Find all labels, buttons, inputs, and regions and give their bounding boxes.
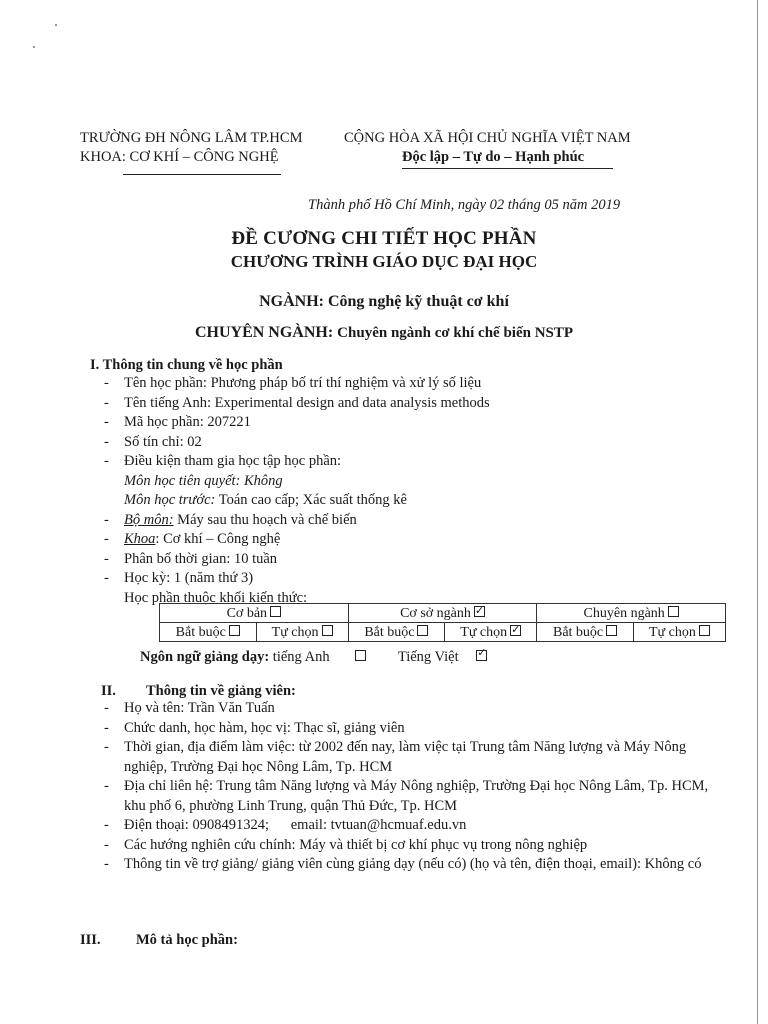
- scan-speck: [55, 24, 57, 26]
- checkbox-icon: [417, 625, 428, 636]
- checked-box-icon: [474, 606, 485, 617]
- table-cell: Bắt buộc: [348, 623, 445, 642]
- list-item: - Các hướng nghiên cứu chính: Máy và thiết bị cơ khí phục vụ trong nông nghiệp: [94, 836, 724, 856]
- table-cell: Cơ bản: [160, 604, 349, 623]
- list-item: - Tên học phần: Phương pháp bố trí thí nghiệm và xử lý số liệu: [94, 374, 490, 394]
- table-row: [160, 604, 726, 623]
- section-1-list: [94, 374, 490, 608]
- checkbox-icon: [322, 625, 333, 636]
- section-2-list: [94, 699, 724, 875]
- date-line: Thành phố Hồ Chí Minh, ngày 02 tháng 05 năm 2019: [308, 197, 621, 213]
- list-item: - Học kỳ: 1 (năm thứ 3): [94, 569, 490, 589]
- list-item: - Địa chỉ liên hệ: Trung tâm Năng lượng và Máy Nông nghiệp, Trường Đại học Nông Lâm, Tp. HCM, khu phố 6, phường Linh Trung, quận Thủ Đức, Tp. HCM: [94, 777, 724, 816]
- faculty-name: KHOA: CƠ KHÍ – CÔNG NGHỆ: [80, 149, 279, 165]
- list-item: - Điều kiện tham gia học tập học phần:: [94, 452, 490, 472]
- section-3-number: III.: [80, 932, 101, 948]
- table-cell: Bắt buộc: [160, 623, 257, 642]
- teaching-language-line: [140, 649, 487, 666]
- republic-name: CỘNG HÒA XÃ HỘI CHỦ NGHĨA VIỆT NAM: [344, 130, 631, 146]
- knowledge-block-label: Học phần thuộc khối kiến thức:: [124, 589, 308, 606]
- checked-box-icon: [510, 625, 521, 636]
- list-item: - Phân bố thời gian: 10 tuần: [94, 550, 490, 570]
- checkbox-icon: [668, 606, 679, 617]
- checked-box-icon: [476, 650, 487, 661]
- list-item: - Điện thoại: 0908491324; email: tvtuan@hcmuaf.edu.vn: [94, 816, 724, 836]
- checkbox-icon: [355, 650, 366, 661]
- national-motto: Độc lập – Tự do – Hạnh phúc: [402, 149, 585, 165]
- prerequisite-line: Môn học tiên quyết: Không: [124, 472, 283, 489]
- specialization-title: [0, 324, 768, 342]
- document-title: ĐỀ CƯƠNG CHI TIẾT HỌC PHẦN: [231, 228, 537, 249]
- table-cell: Tự chọn: [633, 623, 725, 642]
- prior-course-line: Môn học trước: Toán cao cấp; Xác suất thống kê: [124, 492, 407, 508]
- list-item: - Họ và tên: Trần Văn Tuấn: [94, 699, 724, 719]
- table-cell: Bắt buộc: [537, 623, 634, 642]
- language-english: tiếng Anh: [269, 649, 330, 665]
- motto-underline: [402, 168, 613, 169]
- list-item: - Mã học phần: 207221: [94, 413, 490, 433]
- major-title: NGÀNH: Công nghệ kỹ thuật cơ khí: [259, 293, 509, 310]
- checkbox-icon: [270, 606, 281, 617]
- department-line: - Bộ môn: Máy sau thu hoạch và chế biến: [94, 511, 490, 531]
- table-row: [160, 623, 726, 642]
- table-cell: Tự chọn✓: [445, 623, 537, 642]
- faculty-line: - Khoa: Cơ khí – Công nghệ: [94, 530, 490, 550]
- table-cell: Tự chọn: [256, 623, 348, 642]
- faculty-underline: [123, 174, 281, 175]
- list-item: - Thông tin về trợ giảng/ giảng viên cùng giảng dạy (nếu có) (họ và tên, điện thoại, email): Không có: [94, 855, 724, 875]
- list-item: - Thời gian, địa điểm làm việc: từ 2002 đến nay, làm việc tại Trung tâm Năng lượng và Máy Nông nghiệp, Trường Đại học Nông Lâm, Tp. HCM: [94, 738, 724, 777]
- table-cell: Chuyên ngành: [537, 604, 726, 623]
- knowledge-block-table: [159, 603, 726, 642]
- page-edge: [757, 0, 758, 1024]
- document-subtitle: CHƯƠNG TRÌNH GIÁO DỤC ĐẠI HỌC: [230, 252, 538, 271]
- university-name: TRƯỜNG ĐH NÔNG LÂM TP.HCM: [80, 130, 303, 146]
- table-cell: Cơ sở ngành✓: [348, 604, 537, 623]
- list-item: - Tên tiếng Anh: Experimental design and data analysis methods: [94, 394, 490, 414]
- section-2-heading: Thông tin về giảng viên:: [146, 683, 296, 699]
- list-item: - Chức danh, học hàm, học vị: Thạc sĩ, giảng viên: [94, 719, 724, 739]
- section-3-heading: Mô tả học phần:: [136, 932, 238, 948]
- list-item: - Số tín chỉ: 02: [94, 433, 490, 453]
- checkbox-icon: [606, 625, 617, 636]
- section-1-heading: I. Thông tin chung về học phần: [90, 357, 283, 373]
- language-vietnamese: Tiếng Việt: [397, 649, 459, 665]
- checkbox-icon: [229, 625, 240, 636]
- specialization-label: CHUYÊN NGÀNH:: [194, 324, 338, 341]
- scan-speck: [33, 46, 35, 48]
- language-label: Ngôn ngữ giảng dạy:: [140, 649, 270, 665]
- section-2-number: II.: [101, 683, 116, 699]
- checkbox-icon: [699, 625, 710, 636]
- specialization-value: Chuyên ngành cơ khí chế biến NSTP: [337, 325, 574, 341]
